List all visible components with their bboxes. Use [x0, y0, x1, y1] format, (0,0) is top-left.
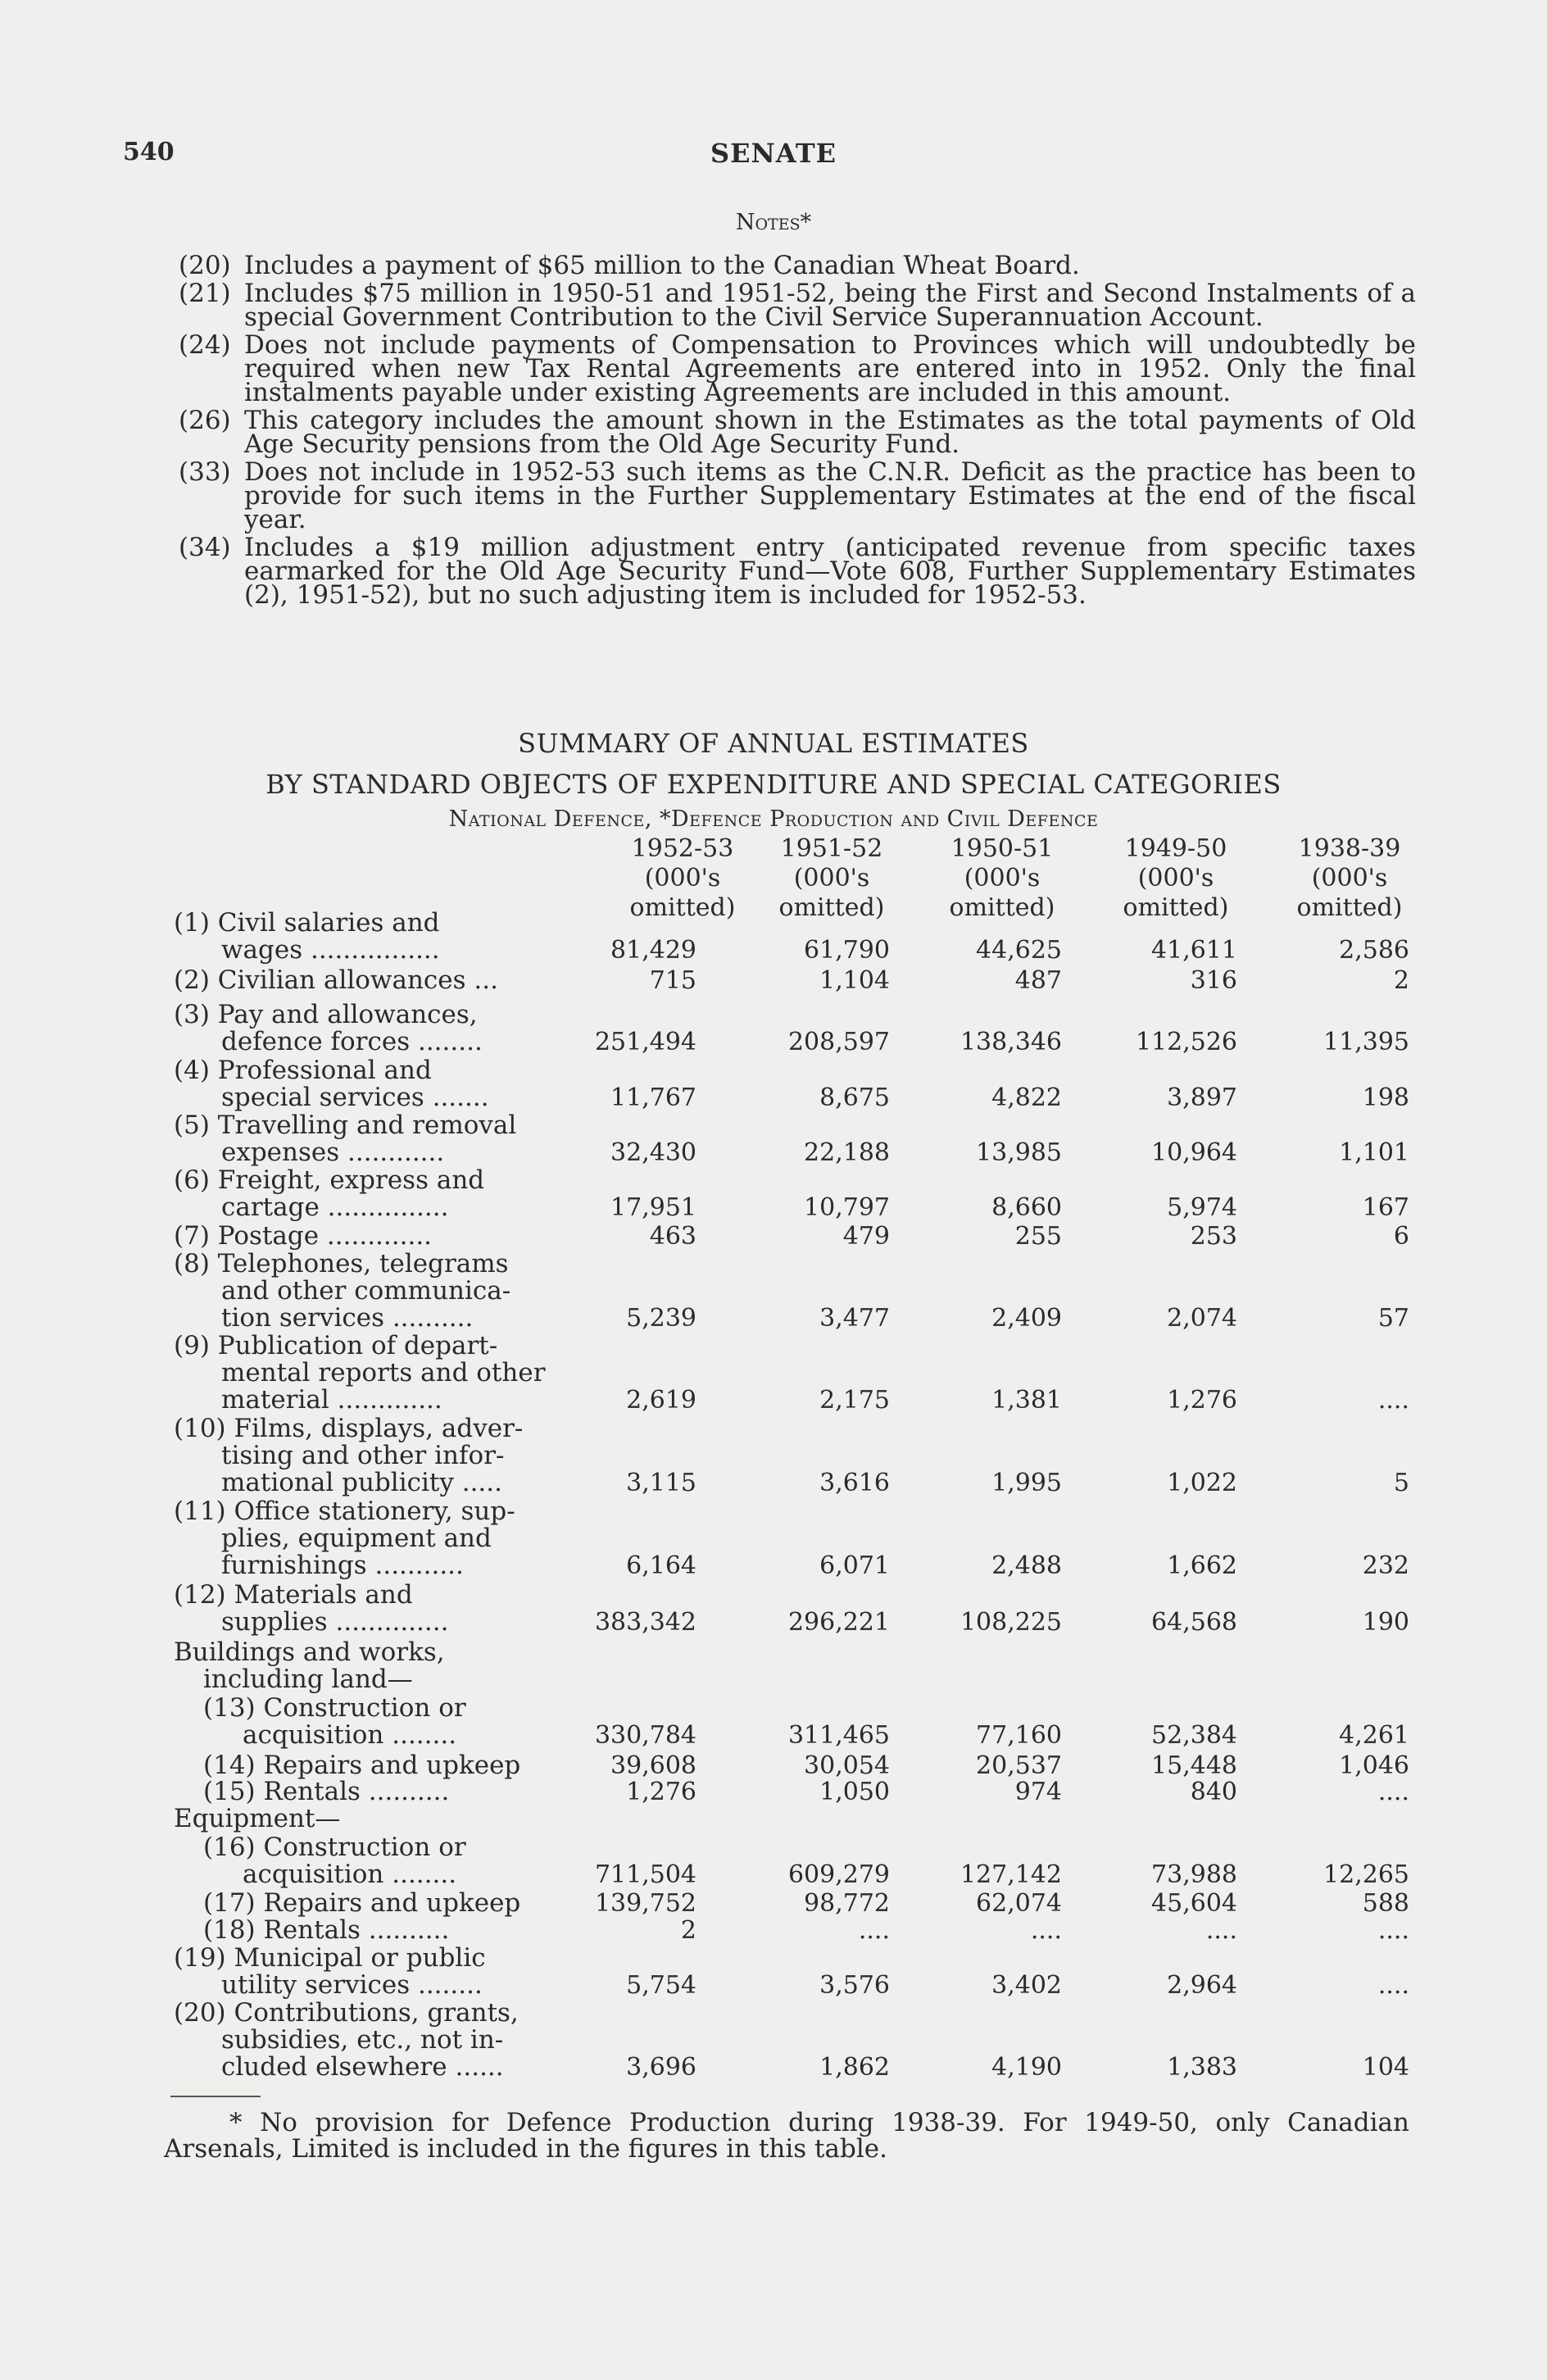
table-cell: 108,225 [960, 1608, 1062, 1637]
table-cell: 198 [1362, 1083, 1409, 1112]
table-cell: 2,586 [1339, 936, 1409, 965]
table-cell: 1,022 [1167, 1469, 1237, 1497]
table-cell: 10,797 [804, 1193, 890, 1222]
table-cell: .... [1377, 1778, 1409, 1806]
table-cell: 232 [1362, 1551, 1409, 1580]
summary-title-line-2: BY STANDARD OBJECTS OF EXPENDITURE AND SPECIAL CATEGORIES [265, 769, 1282, 800]
table-cell: 3,477 [819, 1304, 890, 1333]
column-header-1952-53 [597, 834, 769, 923]
note-number: (34) [179, 533, 231, 562]
table-cell: 3,115 [626, 1469, 696, 1497]
row-label: (5) Travelling and removal [174, 1111, 517, 1140]
column-header-1949-50 [1090, 834, 1262, 923]
row-label: (11) Office stationery, sup- [174, 1497, 515, 1526]
row-label: cartage ............... [221, 1192, 449, 1222]
note-24 [179, 330, 1416, 407]
table-cell: 5,754 [626, 1971, 696, 2000]
row-label: (15) Rentals .......... [203, 1777, 450, 1806]
table-cell: 2,488 [991, 1551, 1062, 1580]
row-label: subsidies, etc., not in- [221, 2025, 504, 2055]
table-cell: 383,342 [594, 1608, 696, 1637]
row-label: (7) Postage ............. [174, 1221, 433, 1251]
table-cell: .... [1377, 1916, 1409, 1945]
table-cell: 20,537 [976, 1751, 1062, 1780]
row-label: expenses ............ [221, 1138, 445, 1167]
table-cell: 45,604 [1151, 1889, 1237, 1918]
table-cell: 2,074 [1167, 1304, 1237, 1333]
table-cell: 840 [1190, 1778, 1237, 1806]
column-header-1950-51 [916, 834, 1088, 923]
table-cell: 2,409 [991, 1304, 1062, 1333]
table-cell: 251,494 [594, 1028, 696, 1056]
table-cell: 296,221 [787, 1608, 890, 1637]
row-label: (12) Materials and [174, 1580, 413, 1610]
table-cell: .... [1377, 1386, 1409, 1415]
column-unit-note: omitted) [1123, 893, 1229, 922]
table-cell: 44,625 [976, 936, 1062, 965]
page-number: 540 [123, 138, 175, 166]
column-unit: (000's [1137, 864, 1214, 892]
row-label: (16) Construction or [203, 1833, 466, 1862]
row-label: defence forces ........ [221, 1027, 483, 1056]
table-cell: 41,611 [1151, 936, 1237, 965]
table-cell: 208,597 [787, 1028, 890, 1056]
row-label: (6) Freight, express and [174, 1165, 485, 1195]
row-label: (19) Municipal or public [174, 1943, 486, 1973]
note-20 [179, 251, 1416, 280]
row-label: (8) Telephones, telegrams [174, 1249, 509, 1279]
table-cell: 4,261 [1339, 1721, 1409, 1750]
row-label: (1) Civil salaries and [174, 908, 440, 938]
table-cell: 4,190 [991, 2053, 1062, 2082]
row-label: (2) Civilian allowances ... [174, 965, 498, 995]
row-label: special services ....... [221, 1083, 489, 1112]
row-label: (3) Pay and allowances, [174, 1000, 478, 1029]
row-label: (17) Repairs and upkeep [203, 1888, 521, 1918]
column-unit: (000's [793, 864, 870, 892]
note-text: Includes a payment of $65 million to the Canadian Wheat Board. [244, 251, 1080, 280]
note-number: (33) [179, 457, 231, 487]
table-cell: 5,239 [626, 1304, 696, 1333]
table-cell: 2 [1393, 966, 1409, 995]
table-cell: 1,381 [991, 1386, 1062, 1415]
table-cell: 22,188 [804, 1138, 890, 1167]
table-cell: 77,160 [976, 1721, 1062, 1750]
row-label: Buildings and works, [174, 1637, 445, 1667]
table-cell: 32,430 [610, 1138, 696, 1167]
table-cell: 104 [1362, 2053, 1409, 2082]
table-cell: 1,662 [1167, 1551, 1237, 1580]
table-cell: 316 [1190, 966, 1237, 995]
table-cell: 13,985 [976, 1138, 1062, 1167]
note-text: Includes $75 million in 1950-51 and 1951-52, being the First and Second Instalments of a special Government Contribution to the Civil Service Superannuation Account. [244, 279, 1416, 332]
column-unit-note: omitted) [949, 893, 1055, 922]
note-number: (21) [179, 279, 231, 308]
column-unit: (000's [644, 864, 721, 892]
table-cell: 6,071 [819, 1551, 890, 1580]
table-cell: 311,465 [787, 1721, 890, 1750]
row-label: tion services .......... [221, 1303, 474, 1333]
column-unit-note: omitted) [1296, 893, 1403, 922]
row-label: utility services ........ [221, 1970, 483, 2000]
table-cell: 5,974 [1167, 1193, 1237, 1222]
table-cell: 1,276 [1167, 1386, 1237, 1415]
table-cell: 15,448 [1151, 1751, 1237, 1780]
table-cell: 8,675 [819, 1083, 890, 1112]
table-cell: 463 [649, 1222, 696, 1251]
table-cell: 6 [1393, 1222, 1409, 1251]
table-cell: 8,660 [991, 1193, 1062, 1222]
table-cell: 588 [1362, 1889, 1409, 1918]
table-cell: 3,402 [991, 1971, 1062, 2000]
notes-heading: Notes* [735, 210, 812, 235]
table-cell: .... [858, 1916, 890, 1945]
row-label: (9) Publication of depart- [174, 1331, 498, 1360]
table-cell: 1,276 [626, 1778, 696, 1806]
note-34 [179, 533, 1416, 610]
row-label: and other communica- [221, 1276, 511, 1306]
table-cell: 81,429 [610, 936, 696, 965]
table-cell: 253 [1190, 1222, 1237, 1251]
table-cell: 167 [1362, 1193, 1409, 1222]
table-cell: 139,752 [594, 1889, 696, 1918]
summary-title: SUMMARY OF ANNUAL ESTIMATES [518, 728, 1029, 759]
footnote: * No provision for Defence Production during 1938-39. For 1949-50, only Canadian Arsenals, Limited is included in the figures in this table. [164, 2108, 1409, 2164]
table-cell: 1,383 [1167, 2053, 1237, 2082]
column-year: 1951-52 [780, 834, 883, 863]
row-label: (18) Rentals .......... [203, 1915, 450, 1945]
column-unit-note: omitted) [778, 893, 885, 922]
table-cell: 52,384 [1151, 1721, 1237, 1750]
column-header-1951-52 [746, 834, 918, 923]
row-label: (10) Films, displays, adver- [174, 1414, 524, 1443]
table-cell: 974 [1014, 1778, 1062, 1806]
table-cell: 5 [1393, 1469, 1409, 1497]
row-label: supplies .............. [221, 1607, 449, 1637]
table-cell: 609,279 [787, 1860, 890, 1889]
table-cell: 3,616 [819, 1469, 890, 1497]
note-number: (24) [179, 330, 231, 360]
table-cell: 6,164 [626, 1551, 696, 1580]
row-label: acquisition ........ [243, 1720, 457, 1750]
table-cell: 3,897 [1167, 1083, 1237, 1112]
row-label: (14) Repairs and upkeep [203, 1751, 521, 1780]
row-label: (20) Contributions, grants, [174, 1998, 519, 2028]
row-label: (4) Professional and [174, 1056, 432, 1085]
footnote-divider [170, 2096, 261, 2097]
summary-subtitle: National Defence, *Defence Production and Civil Defence [448, 806, 1099, 832]
table-cell: 3,576 [819, 1971, 890, 2000]
column-header-1938-39 [1263, 834, 1436, 923]
note-21 [179, 279, 1416, 332]
note-33 [179, 457, 1416, 534]
table-cell: 330,784 [594, 1721, 696, 1750]
table-cell: 10,964 [1151, 1138, 1237, 1167]
table-cell: 487 [1014, 966, 1062, 995]
note-text: Does not include in 1952-53 such items as the C.N.R. Deficit as the practice has been to provide for such items in the Further Supplementary Estimates at the end of the fiscal year. [244, 457, 1416, 534]
row-label: tising and other infor- [221, 1441, 505, 1470]
table-cell: 190 [1362, 1608, 1409, 1637]
table-cell: 138,346 [960, 1028, 1062, 1056]
note-text: Does not include payments of Compensation to Provinces which will undoubtedly be required when new Tax Rental Agreements are entered into in 1952. Only the final instalments payable under existing Agreements are included in this amount. [244, 330, 1416, 407]
table-cell: 57 [1377, 1304, 1409, 1333]
table-cell: 62,074 [976, 1889, 1062, 1918]
column-year: 1938-39 [1298, 834, 1401, 863]
note-26 [179, 406, 1416, 459]
table-cell: 479 [842, 1222, 890, 1251]
column-unit-note: omitted) [629, 893, 736, 922]
row-label: mental reports and other [221, 1358, 546, 1388]
table-cell: 30,054 [804, 1751, 890, 1780]
table-cell: 64,568 [1151, 1608, 1237, 1637]
table-cell: 2,964 [1167, 1971, 1237, 2000]
running-head: SENATE [710, 138, 837, 169]
note-text: Includes a $19 million adjustment entry (anticipated revenue from specific taxes earmarked for the Old Age Security Fund—Vote 608, Further Supplementary Estimates (2), 1951-52), but no such adjusting item is included for 1952-53. [244, 533, 1416, 610]
table-cell: 1,101 [1339, 1138, 1409, 1167]
column-year: 1949-50 [1124, 834, 1227, 863]
note-number: (20) [179, 251, 231, 280]
table-cell: 3,696 [626, 2053, 696, 2082]
row-label: including land— [203, 1665, 413, 1694]
table-cell: 11,395 [1323, 1028, 1409, 1056]
table-cell: 1,050 [819, 1778, 890, 1806]
row-label: acquisition ........ [243, 1860, 457, 1889]
table-cell: 61,790 [804, 936, 890, 965]
row-label: material ............. [221, 1385, 442, 1415]
table-cell: 1,104 [819, 966, 890, 995]
table-cell: 2,619 [626, 1386, 696, 1415]
row-label: plies, equipment and [221, 1524, 492, 1553]
table-cell: 4,822 [991, 1083, 1062, 1112]
row-label: (13) Construction or [203, 1693, 466, 1723]
table-cell: 11,767 [610, 1083, 696, 1112]
table-cell: 17,951 [610, 1193, 696, 1222]
table-cell: 12,265 [1323, 1860, 1409, 1889]
column-year: 1950-51 [950, 834, 1054, 863]
table-cell: 39,608 [610, 1751, 696, 1780]
table-cell: .... [1030, 1916, 1062, 1945]
notes-list [179, 251, 1416, 611]
table-cell: 715 [649, 966, 696, 995]
table-cell: 1,862 [819, 2053, 890, 2082]
table-cell: 255 [1014, 1222, 1062, 1251]
row-label: cluded elsewhere ...... [221, 2052, 504, 2082]
table-cell: 1,995 [991, 1469, 1062, 1497]
table-cell: .... [1205, 1916, 1237, 1945]
column-year: 1952-53 [631, 834, 734, 863]
note-number: (26) [179, 406, 231, 435]
table-cell: 98,772 [804, 1889, 890, 1918]
note-text: This category includes the amount shown in the Estimates as the total payments of Old Age Security pensions from the Old Age Security Fund. [244, 406, 1416, 459]
row-label: furnishings ........... [221, 1551, 464, 1580]
table-cell: 1,046 [1339, 1751, 1409, 1780]
table-cell: 2 [680, 1916, 696, 1945]
table-cell: 112,526 [1135, 1028, 1237, 1056]
row-label: wages ................ [221, 935, 440, 965]
table-cell: 711,504 [594, 1860, 696, 1889]
column-unit: (000's [1311, 864, 1388, 892]
table-cell: .... [1377, 1971, 1409, 2000]
row-label: mational publicity ..... [221, 1468, 502, 1497]
column-unit: (000's [964, 864, 1041, 892]
table-cell: 127,142 [960, 1860, 1062, 1889]
row-label: Equipment— [174, 1804, 341, 1833]
table-cell: 2,175 [819, 1386, 890, 1415]
table-cell: 73,988 [1151, 1860, 1237, 1889]
